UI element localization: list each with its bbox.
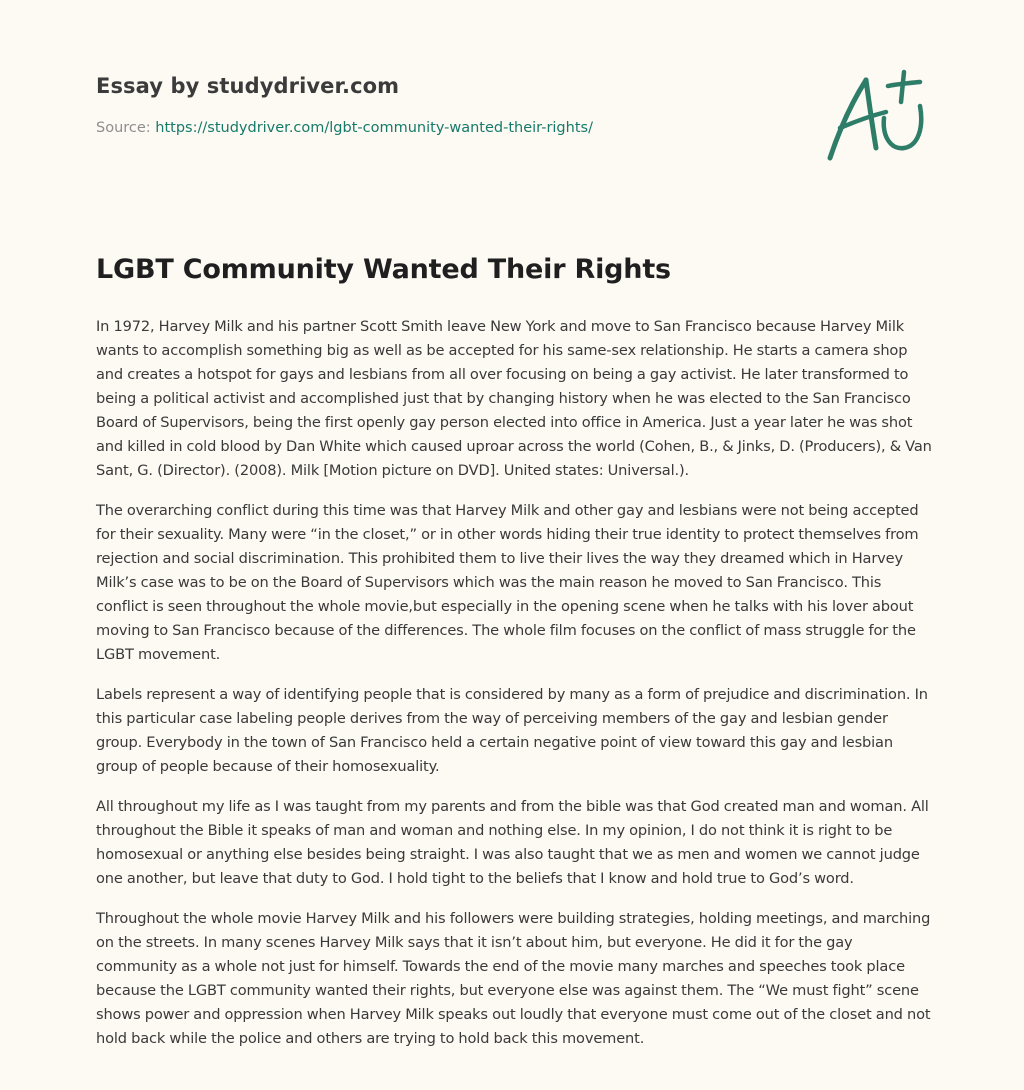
- brand-title: Essay by studydriver.com: [96, 74, 400, 98]
- source-line: [96, 120, 796, 136]
- paragraph: Throughout the whole movie Harvey Milk and his followers were building strategies, holding meetings, and marching on the streets. In many scenes Harvey Milk says that it isn’t about him, but everyone. He did it for the gay community as a whole not just for himself. Towards the end of the movie many marches and speeches took place because the LGBT community wanted their rights, but everyone else was against them. The “We must fight” scene shows power and oppression when Harvey Milk speaks out loudly that everyone must come out of the closet and not hold back while the police and others are trying to hold back this movement.: [96, 910, 931, 1047]
- paragraph: The overarching conflict during this time was that Harvey Milk and other gay and lesbians were not being accepted for their sexuality. Many were “in the closet,” or in other words hiding their true identity to protect themselves from rejection and social discrimination. This prohibited them to live their lives the way they dreamed which in Harvey Milk’s case was to be on the Board of Supervisors which was the main reason he moved to San Francisco. This conflict is seen throughout the whole movie,but especially in the opening scene when he talks with his lover about moving to San Francisco because of the differences. The whole film focuses on the conflict of mass struggle for the LGBT movement.: [96, 502, 919, 663]
- paragraph: In 1972, Harvey Milk and his partner Scott Smith leave New York and move to San Francisco because Harvey Milk wants to accomplish something big as well as be accepted for his same-sex relationship. He starts a camera shop and creates a hotspot for gays and lesbians from all over focusing on being a gay activist. He later transformed to being a political activist and accomplished just that by changing history when he was elected to the San Francisco Board of Supervisors, being the first openly gay person elected into office in America. Just a year later he was shot and killed in cold blood by Dan White which caused uproar across the world (Cohen, B., & Jinks, D. (Producers), & Van Sant, G. (Director). (2008). Milk [Motion picture on DVD]. United states: Universal.).: [96, 318, 932, 479]
- paragraph: Labels represent a way of identifying people that is considered by many as a form of prejudice and discrimination. In this particular case labeling people derives from the way of perceiving members of the gay and lesbian gender group. Everybody in the town of San Francisco held a certain negative point of view toward this gay and lesbian group of people because of their homosexuality.: [96, 686, 928, 775]
- essay-body: [96, 315, 932, 1067]
- header: [96, 74, 796, 136]
- essay-title: LGBT Community Wanted Their Rights: [96, 254, 671, 285]
- a-plus-logo-icon: [820, 66, 932, 166]
- source-label: Source:: [96, 120, 156, 136]
- paragraph: All throughout my life as I was taught from my parents and from the bible was that God created man and woman. All throughout the Bible it speaks of man and woman and nothing else. In my opinion, I do not think it is right to be homosexual or anything else besides being straight. I was also taught that we as men and women we cannot judge one another, but leave that duty to God. I hold tight to the beliefs that I know and hold true to God’s word.: [96, 798, 929, 887]
- source-link[interactable]: https://studydriver.com/lgbt-community-wanted-their-rights/: [155, 120, 593, 136]
